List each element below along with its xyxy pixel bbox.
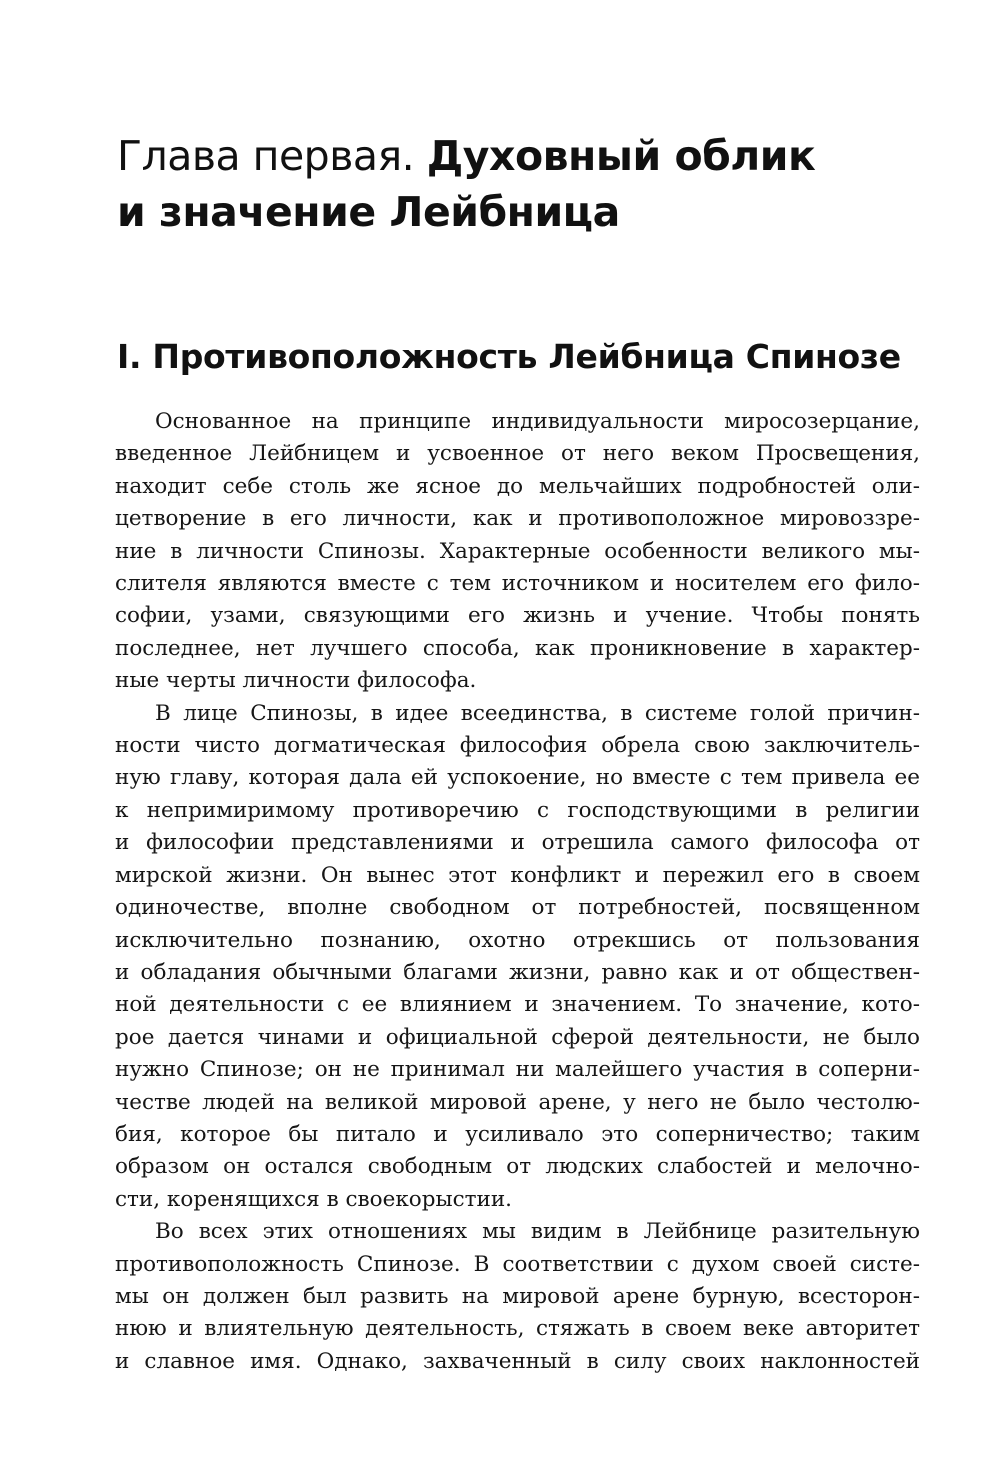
text-line: мы он должен был развить на мировой арене бурную, всесторон- bbox=[115, 1283, 920, 1309]
text-line: к непримиримому противоречию с господствующими в религии bbox=[115, 797, 920, 823]
text-line: ные черты личности философа. bbox=[115, 668, 477, 694]
chapter-title-line-1: Духовный облик bbox=[426, 132, 816, 180]
text-line: и обладания обычными благами жизни, равно как и от обществен- bbox=[115, 959, 920, 985]
text-line: введенное Лейбницем и усвоенное от него веком Просвещения, bbox=[115, 441, 920, 467]
text-line: честве людей на великой мировой арене, у него не было честолю- bbox=[115, 1089, 920, 1115]
text-line: ности чисто догматическая философия обрела свою заключитель- bbox=[115, 733, 920, 759]
text-line: образом он остался свободным от людских слабостей и мелочно- bbox=[115, 1154, 920, 1180]
text-line: бия, которое бы питало и усиливало это соперничество; таким bbox=[115, 1121, 920, 1147]
text-line: ную главу, которая дала ей успокоение, но вместе с тем привела ее bbox=[115, 765, 920, 791]
section-title: I. Противоположность Лейбница Спинозе bbox=[117, 337, 901, 376]
text-line: мирской жизни. Он вынес этот конфликт и пережил его в своем bbox=[115, 862, 920, 888]
text-line: и славное имя. Однако, захваченный в силу своих наклонностей bbox=[115, 1348, 920, 1374]
text-line: софии, узами, связующими его жизнь и учение. Чтобы понять bbox=[115, 603, 920, 629]
text-line: сти, коренящихся в своекорыстии. bbox=[115, 1186, 513, 1212]
chapter-title-line-2: и значение Лейбница bbox=[117, 188, 620, 236]
text-line: В лице Спинозы, в идее всеединства, в системе голой причин- bbox=[155, 700, 920, 726]
text-line: и философии представлениями и отрешила самого философа от bbox=[115, 830, 920, 856]
paragraph-1 bbox=[115, 406, 920, 698]
text-line: Во всех этих отношениях мы видим в Лейбнице разительную bbox=[155, 1219, 920, 1245]
text-line: одиночестве, вполне свободном от потребностей, посвященном bbox=[115, 895, 920, 921]
body-text bbox=[115, 406, 920, 1378]
text-line: рое дается чинами и официальной сферой деятельности, не было bbox=[115, 1024, 920, 1050]
chapter-title bbox=[117, 128, 937, 240]
text-line: Основанное на принципе индивидуальности миросозерцание, bbox=[155, 409, 920, 434]
paragraph-3 bbox=[115, 1216, 920, 1378]
text-line: ной деятельности с ее влиянием и значением. То значение, кото- bbox=[115, 992, 920, 1018]
text-line: слителя являются вместе с тем источником и носителем его фило- bbox=[115, 571, 920, 597]
chapter-label: Глава первая. bbox=[117, 132, 415, 180]
text-line: исключительно познанию, охотно отрекшись от пользования bbox=[115, 927, 920, 953]
text-line: последнее, нет лучшего способа, как проникновение в характер- bbox=[115, 635, 920, 661]
text-line: противоположность Спинозе. В соответствии с духом своей систе- bbox=[115, 1251, 920, 1277]
text-line: нужно Спинозе; он не принимал ни малейшего участия в соперни- bbox=[115, 1057, 920, 1083]
text-line: находит себе столь же ясное до мельчайших подробностей оли- bbox=[115, 473, 920, 499]
text-line: нюю и влиятельную деятельность, стяжать в своем веке авторитет bbox=[115, 1316, 920, 1342]
text-line: цетворение в его личности, как и противоположное мировоззре- bbox=[115, 506, 920, 532]
text-line: ние в личности Спинозы. Характерные особенности великого мы- bbox=[115, 538, 920, 564]
paragraph-2 bbox=[115, 698, 920, 1217]
